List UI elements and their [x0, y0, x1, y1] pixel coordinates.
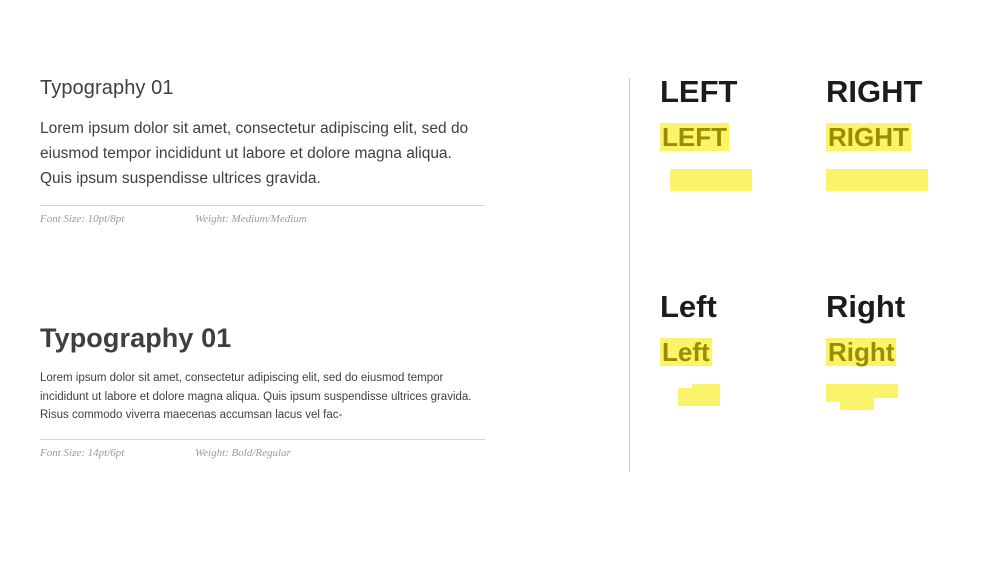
sample-right-caps-blocks: [826, 169, 980, 203]
alignment-samples-column: [660, 76, 980, 418]
spec-1-body: Lorem ipsum dolor sit amet, consectetur adipiscing elit, sed do eiusmod tempor incididunt ut labore et dolore magna aliqua. Quis ipsum suspendisse ultrices gravida.: [40, 120, 469, 188]
spec-2-title: Typography 01: [40, 323, 232, 354]
spec-2-meta: [40, 447, 490, 459]
typography-spec-block-2: [40, 323, 490, 459]
sample-left-caps-black: LEFT: [660, 74, 738, 109]
spec-1-title: Typography 01: [40, 77, 174, 99]
yellow-block: [826, 390, 848, 402]
spec-1-divider: [40, 205, 485, 206]
yellow-block: [670, 169, 752, 191]
sample-right-mixed-highlight: Right: [828, 337, 895, 367]
sample-left-mixed-highlight: Left: [662, 337, 710, 367]
sample-left-mixed: [660, 291, 826, 418]
spec-2-divider: [40, 439, 485, 440]
spec-1-meta: [40, 213, 490, 225]
sample-right-caps-highlight: RIGHT: [828, 122, 909, 152]
sample-left-mixed-blocks: [660, 384, 826, 418]
spec-2-weight: Weight: Bold/Regular: [195, 447, 291, 460]
spec-2-body: Lorem ipsum dolor sit amet, consectetur adipiscing elit, sed do eiusmod tempor incididunt ut labore et dolore magna aliqua. Quis ipsum suspendisse ultrices gravida. Risus commodo viverra maecenas accumsan lacus vel fac-: [40, 372, 472, 422]
spec-2-font-size: Font Size: 14pt/6pt: [40, 447, 125, 460]
sample-left-caps-blocks: [660, 169, 826, 203]
sample-left-caps-highlight: LEFT: [662, 122, 727, 152]
sample-left-caps: [660, 76, 826, 203]
sample-right-mixed-blocks: [826, 384, 980, 418]
sample-right-caps: [826, 76, 980, 203]
typography-specs-column: [40, 76, 490, 459]
spec-1-font-size: Font Size: 10pt/8pt: [40, 213, 125, 226]
sample-right-mixed: [826, 291, 980, 418]
yellow-block: [826, 169, 928, 191]
yellow-block: [678, 398, 720, 406]
alignment-grid: [660, 76, 980, 418]
sample-right-mixed-black: Right: [826, 289, 906, 324]
sample-right-caps-black: RIGHT: [826, 74, 923, 109]
sample-left-mixed-black: Left: [660, 289, 717, 324]
spec-1-weight: Weight: Medium/Medium: [195, 213, 307, 226]
column-divider: [629, 78, 630, 472]
typography-spec-block-1: [40, 76, 490, 225]
